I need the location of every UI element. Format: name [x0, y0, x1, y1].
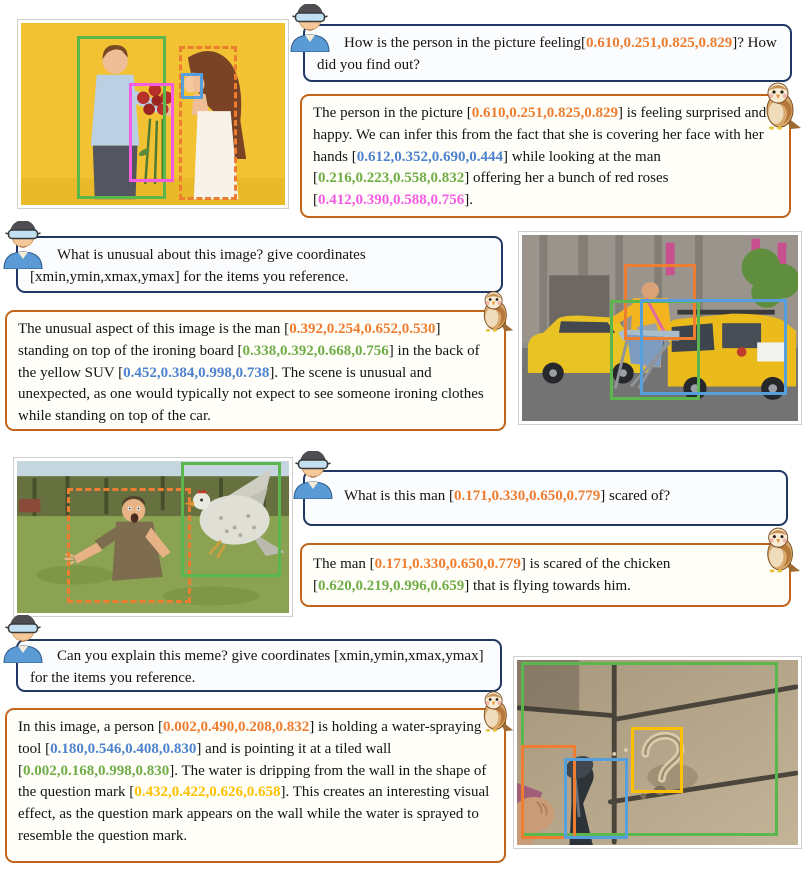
yellow-suv-bbox — [640, 299, 787, 396]
bubble-text: ] scared of? — [600, 488, 671, 504]
user-vr-headset-icon — [2, 221, 44, 269]
bubble-text: The man [ — [313, 556, 375, 572]
bubble-text: What is unusual about this image? give coordinates [xmin,ymin,xmax,ymax] for the items you reference. — [30, 247, 366, 285]
bubble-text: ] standing on top of the ironing board [ — [18, 321, 441, 359]
coordinate-orange: 0.610,0.251,0.825,0.829 — [471, 105, 618, 121]
coordinate-blue: 0.180,0.546,0.408,0.830 — [50, 740, 197, 757]
bubble-text: The unusual aspect of this image is the man [ — [18, 321, 290, 337]
bubble-text: ]. The scene is unusual and unexpected, as one would typically not expect to see someone ironing clothes while standing on top of the car. — [18, 364, 484, 424]
coordinate-orange: 0.392,0.254,0.652,0.530 — [289, 321, 436, 337]
assistant-owl-icon — [479, 291, 515, 332]
assistant-owl-icon — [761, 82, 803, 130]
bubble-text: How is the person in the picture feeling[ — [344, 35, 587, 51]
user-question-bubble-4 — [16, 639, 502, 692]
bubble-text: ] and is pointing it at a tiled wall [ — [18, 740, 392, 779]
coordinate-blue: 0.452,0.384,0.998,0.738 — [123, 364, 270, 381]
bubble-text: ] is scared of the chicken [ — [313, 556, 671, 594]
coordinate-magenta: 0.412,0.390,0.588,0.756 — [318, 192, 465, 208]
bubble-text: ]? How did you find out? — [317, 35, 777, 73]
assistant-answer-bubble-4 — [5, 708, 506, 863]
bubble-text: ] is holding a water-spraying tool [ — [18, 719, 482, 757]
user-vr-headset-icon — [292, 451, 334, 499]
photo-ironing-on-suv — [518, 231, 802, 425]
question-mark-bbox — [631, 727, 683, 793]
woman-bbox — [179, 46, 237, 199]
bubble-text: ] in the back of the yellow SUV [ — [18, 342, 480, 381]
coordinate-orange: 0.002,0.490,0.208,0.832 — [162, 719, 310, 735]
user-question-bubble-3 — [303, 470, 788, 526]
assistant-owl-icon — [479, 691, 515, 732]
assistant-answer-bubble-1 — [300, 94, 791, 218]
coordinate-green: 0.002,0.168,0.998,0.830 — [23, 762, 170, 779]
shed — [19, 499, 40, 512]
assistant-owl-icon — [762, 527, 802, 573]
photo-couple-roses — [17, 19, 289, 209]
user-vr-headset-icon — [289, 4, 331, 52]
assistant-answer-bubble-3 — [300, 543, 791, 607]
bubble-text: ] while looking at the man [ — [313, 148, 661, 187]
user-question-bubble-1 — [303, 24, 792, 82]
man-scared-of-chicken-scene — [17, 461, 289, 613]
bubble-text: ]. — [464, 192, 473, 208]
coordinate-orange: 0.171,0.330,0.650,0.779 — [374, 556, 521, 572]
coordinate-green: 0.620,0.219,0.996,0.659 — [318, 577, 465, 594]
bubble-text: ]. This creates an interesting visual effect, as the question mark appears on the wall while the water is sprayed to resemble the question mark. — [18, 784, 490, 844]
red-roses-bbox — [129, 83, 175, 182]
man-bbox — [67, 488, 192, 603]
bubble-text: ] offering her a bunch of red roses [ — [313, 170, 669, 208]
bubble-text: What is this man [ — [344, 488, 454, 504]
couple-roses-scene — [21, 23, 285, 205]
coordinate-orange: 0.171,0.330,0.650,0.779 — [453, 488, 601, 504]
ironing-on-suv-scene — [522, 235, 798, 421]
water-question-mark-scene — [517, 660, 798, 845]
bubble-text: The person in the picture [ — [313, 105, 472, 121]
coordinate-green: 0.338,0.392,0.668,0.756 — [242, 342, 389, 359]
coordinate-orange: 0.610,0.251,0.825,0.829 — [586, 35, 733, 51]
bubble-text: Can you explain this meme? give coordinates [xmin,ymin,xmax,ymax] for the items you reference. — [30, 648, 484, 686]
hands-bbox — [181, 73, 204, 98]
coordinate-blue: 0.612,0.352,0.690,0.444 — [356, 148, 503, 165]
user-vr-headset-icon — [2, 615, 44, 663]
bubble-text: ]. The water is dripping from the wall in the shape of the question mark [ — [18, 762, 487, 801]
coordinate-gold: 0.432,0.422,0.626,0.658 — [134, 784, 281, 801]
coordinate-green: 0.216,0.223,0.558,0.832 — [318, 170, 465, 187]
photo-man-scared-of-chicken — [13, 457, 293, 617]
bubble-text: In this image, a person [ — [18, 719, 163, 735]
user-question-bubble-2 — [16, 236, 503, 293]
chicken-bbox — [181, 462, 281, 578]
spraying-tool-bbox — [564, 758, 627, 839]
photo-water-question-mark-wall — [513, 656, 802, 849]
bubble-text: ] is feeling surprised and happy. We can infer this from the fact that she is covering her face with her hands [ — [313, 105, 767, 165]
bubble-text: ] that is flying towards him. — [464, 577, 631, 594]
assistant-answer-bubble-2 — [5, 310, 506, 431]
